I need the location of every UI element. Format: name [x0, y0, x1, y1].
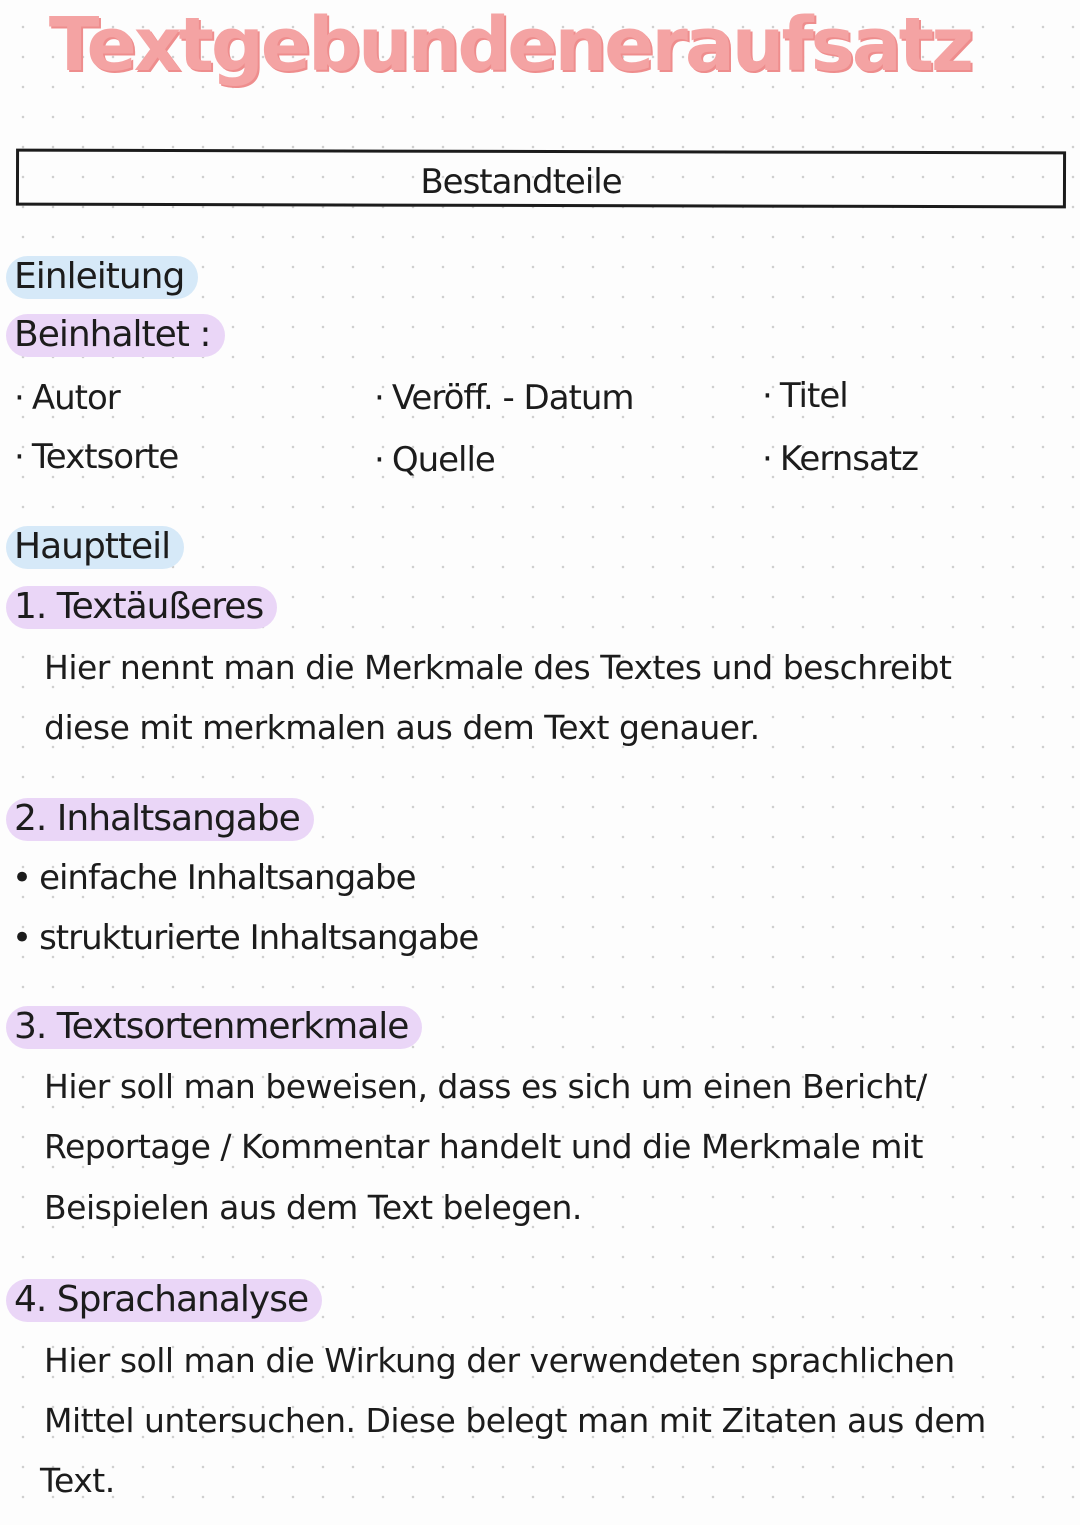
section-heading: 3. Textsortenmerkmale — [6, 1006, 422, 1049]
list-item: · Autor — [14, 378, 120, 418]
hauptteil-heading: Hauptteil — [6, 526, 184, 569]
list-item: · Titel — [762, 376, 848, 416]
list-item: · Veröff. - Datum — [374, 378, 634, 418]
box-label: Bestandteile — [420, 162, 622, 202]
list-item: · Quelle — [374, 440, 495, 480]
section-heading: 1. Textäußeres — [6, 586, 277, 629]
list-item: · Textsorte — [14, 437, 179, 477]
page-title: Textgebundeneraufsatz — [48, 2, 972, 88]
list-item: • einfache Inhaltsangabe — [12, 858, 416, 898]
einleitung-subheading: Beinhaltet : — [6, 314, 225, 357]
paragraph-line: diese mit merkmalen aus dem Text genauer. — [44, 708, 760, 747]
einleitung-heading: Einleitung — [6, 256, 198, 299]
section-heading: 4. Sprachanalyse — [6, 1279, 322, 1322]
list-item: · Kernsatz — [762, 439, 918, 479]
section-heading: 2. Inhaltsangabe — [6, 798, 314, 841]
paragraph-line: Mittel untersuchen. Diese belegt man mit Zitaten aus dem — [44, 1401, 986, 1440]
list-item: • strukturierte Inhaltsangabe — [12, 918, 479, 958]
paragraph-line: Text. — [40, 1461, 115, 1500]
paragraph-line: Hier soll man beweisen, dass es sich um einen Bericht/ — [44, 1067, 927, 1106]
paragraph-line: Hier nennt man die Merkmale des Textes und beschreibt — [44, 648, 952, 687]
paragraph-line: Hier soll man die Wirkung der verwendeten sprachlichen — [44, 1341, 955, 1380]
paragraph-line: Reportage / Kommentar handelt und die Merkmale mit — [44, 1127, 923, 1166]
paragraph-line: Beispielen aus dem Text belegen. — [44, 1188, 582, 1227]
